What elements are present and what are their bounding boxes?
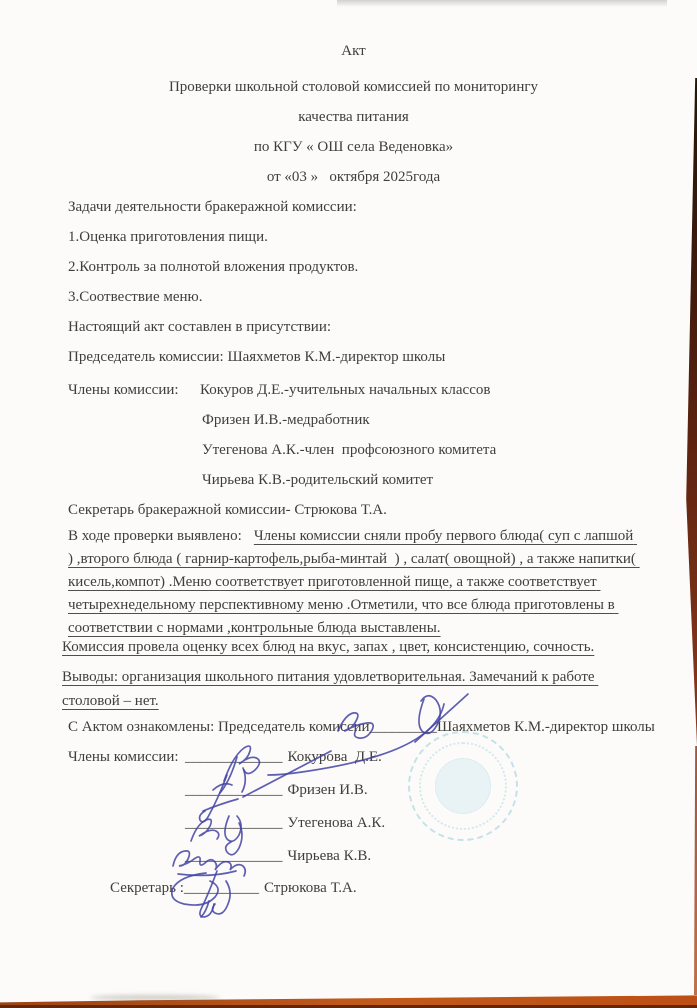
findings-details: Члены комиссии сняли пробу первого блюда( суп с лапшой ) ,второго блюда ( гарнир-картофель,рыба-минтай ) , салат( овощной) , а также напитки( кисель,компот) .Меню соответствует приготовленной пище, а также соответствует четырехнедельному перспективному меню .Отметили, что все блюда приготовлены в соответствии с нормами ,контрольные блюда выставлены. (68, 528, 640, 636)
evaluation-line: Комиссия провела оценку всех блюд на вкус, запах , цвет, консистенцию, сочность. (62, 639, 595, 655)
task-item-3: 3.Соотвествие меню. (68, 289, 203, 305)
conclusion-paragraph: Выводы: организация школьного питания удовлетворительная. Замечаний к работе столовой – нет. (62, 669, 599, 709)
signer-name: Фризен И.В. (287, 782, 368, 798)
doc-subtitle-2: качества питания (298, 109, 409, 125)
acquainted-line: С Актом ознакомлены: Председатель комиссии_________Шаяхметов К.М.-директор школы (68, 719, 655, 735)
signature-row-3 (68, 807, 639, 840)
chairman-line: Председатель комиссии: Шаяхметов К.М.-директор школы (68, 349, 446, 365)
member-3: Утегенова А.К.-член профсоюзного комитета (202, 442, 497, 458)
signature-line: __________ (184, 880, 259, 896)
member-1: Кокуров Д.Е.-учительных начальных классов (200, 382, 491, 398)
signature-row-2 (68, 774, 639, 807)
presence-intro: Настоящий акт составлен в присутствии: (68, 319, 332, 335)
chairman-signature-line: _________ (369, 719, 438, 735)
signer-name: Чирьева К.В. (287, 848, 372, 864)
acquainted-chairman-name: Шаяхметов К.М.-директор школы (437, 719, 655, 735)
table-edge-right (685, 78, 697, 746)
signer-name: Кокурова Д.Е. (287, 749, 382, 765)
task-item-2: 2.Контроль за полнотой вложения продуктов. (68, 259, 359, 275)
shadow-smudge (90, 995, 220, 1000)
signature-row-4 (68, 840, 639, 873)
doc-org-line: по КГУ « ОШ села Веденовка» (253, 139, 454, 155)
findings-label: В ходе проверки выявлено: (68, 528, 242, 544)
findings-paragraph (68, 525, 639, 640)
member-4: Чирьева К.В.-родительский комитет (202, 472, 434, 488)
signature-row-1 (68, 741, 639, 774)
signature-line: _____________ (185, 848, 283, 864)
top-edge-shadow (337, 0, 667, 7)
act-document (62, 36, 655, 903)
signature-line: _____________ (185, 749, 283, 765)
secretary-line: Секретарь бракеражной комиссии- Стрюкова Т.А. (68, 502, 387, 518)
members-label: Члены комиссии: (68, 382, 179, 398)
doc-title: Акт (341, 43, 366, 59)
doc-date-line: от «03 » октября 2025года (266, 169, 441, 185)
signature-line: _____________ (185, 782, 283, 798)
task-item-1: 1.Оценка приготовления пищи. (68, 229, 268, 245)
doc-subtitle-1: Проверки школьной столовой комиссией по мониторингу (168, 79, 539, 95)
member-2: Фризен И.В.-медработник (202, 412, 370, 428)
members-line-1 (68, 375, 639, 405)
secretary-signature-row (68, 873, 639, 903)
tasks-heading: Задачи деятельности бракеражной комиссии: (68, 199, 357, 215)
secretary-label: Секретарь : (110, 880, 184, 896)
signer-name: Утегенова А.К. (287, 815, 386, 831)
signature-line: _____________ (185, 815, 283, 831)
signer-name: Стрюкова Т.А. (264, 880, 357, 896)
sign-members-label: Члены комиссии: (68, 749, 179, 765)
